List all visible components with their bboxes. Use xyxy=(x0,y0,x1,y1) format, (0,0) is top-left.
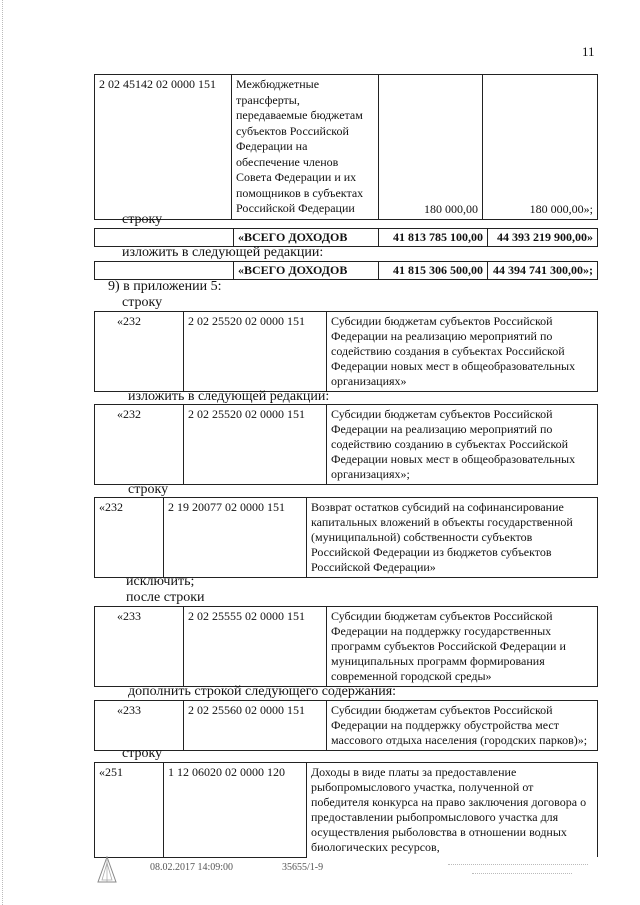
total-label: «ВСЕГО ДОХОДОВ xyxy=(234,262,379,280)
table-row-251 xyxy=(94,762,598,858)
num-cell: «233 xyxy=(95,701,184,751)
code-cell: 2 02 45142 02 0000 151 xyxy=(95,75,232,220)
label-izlozhit: изложить в следующей редакции: xyxy=(122,245,324,260)
code-cell: 2 19 20077 02 0000 151 xyxy=(164,498,307,578)
code-cell: 2 02 25560 02 0000 151 xyxy=(184,701,327,751)
text-cell: Межбюджетные трансферты, передаваемые бюджетам субъектов Российской Федерации на обеспечение членов Совета Федерации и их помощников в субъектах Российской Федерации xyxy=(232,75,379,220)
stamp-watermark xyxy=(448,858,588,874)
total-value: 41 813 785 100,00 xyxy=(379,229,488,247)
text-cell: Доходы в виде платы за предоставление рыбопромыслового участка, полученной от победителя конкурса на право заключения договора о предоставлении рыбопромыслового участка для осуществления рыболовства в отношении водных биологических ресурсов, xyxy=(307,763,598,858)
code-cell: 2 02 25520 02 0000 151 xyxy=(184,312,327,392)
label-stroku: строку xyxy=(122,746,163,761)
code-cell: 2 02 25520 02 0000 151 xyxy=(184,405,327,485)
text-cell: Субсидии бюджетам субъектов Российской Федерации на реализацию мероприятий по содействию созданию в субъектах Российской Федерации новых мест в общеобразовательных организациях»; xyxy=(327,405,598,485)
total-label: «ВСЕГО ДОХОДОВ xyxy=(234,229,379,247)
value-cell: 180 000,00 xyxy=(379,75,483,220)
table-row-233-b xyxy=(94,700,598,751)
label-stroku: строку xyxy=(122,295,163,310)
footer-doc-number: 35655/1-9 xyxy=(282,862,324,873)
text-cell: Субсидии бюджетам субъектов Российской Федерации на поддержку государственных программ субъектов Российской Федерации и муниципальных программ формирования современной городской среды» xyxy=(327,607,598,687)
page-number: 11 xyxy=(582,44,595,59)
label-isklyuchit: исключить; xyxy=(126,574,195,589)
scan-margin-marks xyxy=(2,0,7,905)
num-cell: «251 xyxy=(95,763,164,858)
label-stroku: строку xyxy=(122,212,163,227)
table-transfers xyxy=(94,74,598,220)
text-cell: Возврат остатков субсидий на софинансирование капитальных вложений в объекты государственной (муниципальной) собственности субъектов Российской Федерации из бюджетов субъектов Российской Федерации» xyxy=(307,498,598,578)
num-cell: «232 xyxy=(95,498,164,578)
table-row-233-a xyxy=(94,606,598,687)
table-row-232-b xyxy=(94,404,598,485)
text-cell: Субсидии бюджетам субъектов Российской Федерации на поддержку обустройства мест массового отдыха населения (городских парков)»; xyxy=(327,701,598,751)
label-izlozhit: изложить в следующей редакции: xyxy=(128,389,330,404)
total-value: 44 393 219 900,00» xyxy=(488,229,598,247)
table-row-232-c xyxy=(94,497,598,578)
text-cell: Субсидии бюджетам субъектов Российской Федерации на реализацию мероприятий по содействию создания в субъектах Российской Федерации новых мест в общеобразовательных организациях» xyxy=(327,312,598,392)
code-cell: 2 02 25555 02 0000 151 xyxy=(184,607,327,687)
value-cell: 180 000,00»; xyxy=(483,75,598,220)
table-total-new xyxy=(94,261,598,280)
total-value: 41 815 306 500,00 xyxy=(379,262,488,280)
num-cell: «232 xyxy=(95,405,184,485)
label-stroku: строку xyxy=(128,482,169,497)
label-dopolnit: дополнить строкой следующего содержания: xyxy=(128,684,397,699)
footer-datetime: 08.02.2017 14:09:00 xyxy=(150,862,234,873)
num-cell: «233 xyxy=(95,607,184,687)
num-cell: «232 xyxy=(95,312,184,392)
emblem-icon xyxy=(96,856,118,884)
table-row-232-a xyxy=(94,311,598,392)
total-value: 44 394 741 300,00»; xyxy=(488,262,598,280)
label-item-9: 9) в приложении 5: xyxy=(108,279,222,294)
code-cell: 1 12 06020 02 0000 120 xyxy=(164,763,307,858)
label-posle: после строки xyxy=(126,590,205,605)
